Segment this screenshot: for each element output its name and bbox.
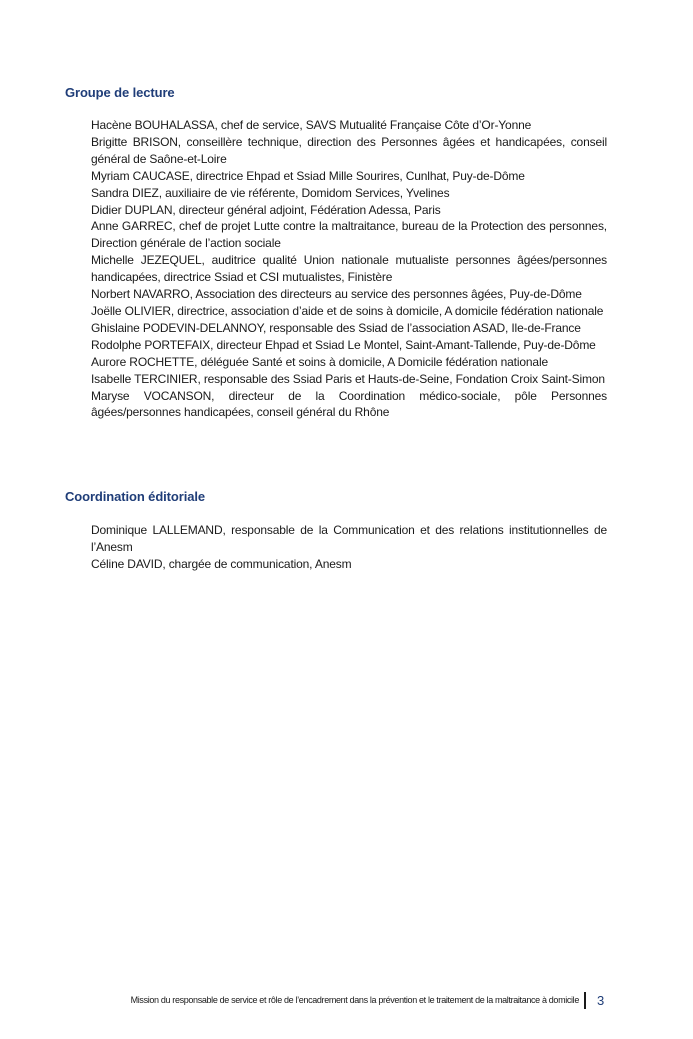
list-item: Michelle JEZEQUEL, auditrice qualité Union nationale mutualiste personnes âgées/personnes handicapées, directrice Ssiad et CSI mutualistes, Finistère bbox=[91, 253, 607, 285]
list-item: Isabelle TERCINIER, responsable des Ssiad Paris et Hauts-de-Seine, Fondation Croix Saint-Simon bbox=[91, 371, 605, 386]
section-title-groupe-de-lecture: Groupe de lecture bbox=[65, 85, 175, 100]
list-item: Joëlle OLIVIER, directrice, association d’aide et de soins à domicile, A domicile fédération nationale bbox=[91, 303, 604, 318]
footer-document-title: Mission du responsable de service et rôle de l’encadrement dans la prévention et le traitement de la maltraitance à domicile bbox=[130, 995, 579, 1005]
section-title-coordination-editoriale: Coordination éditoriale bbox=[65, 489, 205, 504]
footer-divider bbox=[584, 992, 586, 1009]
list-item: Anne GARREC, chef de projet Lutte contre la maltraitance, bureau de la Protection des personnes, Direction générale de l’action sociale bbox=[91, 219, 607, 251]
reader-group-list bbox=[91, 117, 607, 421]
page-number: 3 bbox=[597, 993, 605, 1008]
list-item: Ghislaine PODEVIN-DELANNOY, responsable des Ssiad de l’association ASAD, Ile-de-France bbox=[91, 320, 581, 335]
list-item: Brigitte BRISON, conseillère technique, direction des Personnes âgées et handicapées, conseil général de Saône-et-Loire bbox=[91, 134, 607, 166]
list-item: Didier DUPLAN, directeur général adjoint, Fédération Adessa, Paris bbox=[91, 202, 441, 217]
list-item: Hacène BOUHALASSA, chef de service, SAVS Mutualité Française Côte d’Or-Yonne bbox=[91, 118, 532, 132]
list-item: Céline DAVID, chargée de communication, Anesm bbox=[91, 556, 352, 571]
list-item: Rodolphe PORTEFAIX, directeur Ehpad et Ssiad Le Montel, Saint-Amant-Tallende, Puy-de-Dôme bbox=[91, 337, 596, 352]
list-item: Aurore ROCHETTE, déléguée Santé et soins à domicile, A Domicile fédération nationale bbox=[91, 354, 548, 369]
list-item: Norbert NAVARRO, Association des directeurs au service des personnes âgées, Puy-de-Dôme bbox=[91, 287, 582, 302]
list-item: Maryse VOCANSON, directeur de la Coordination médico-sociale, pôle Personnes âgées/personnes handicapées, conseil général du Rhône bbox=[91, 388, 607, 420]
editorial-coordination-list bbox=[91, 522, 607, 573]
list-item: Sandra DIEZ, auxiliaire de vie référente, Domidom Services, Yvelines bbox=[91, 185, 450, 200]
list-item: Dominique LALLEMAND, responsable de la Communication et des relations institutionnelles de l’Anesm bbox=[91, 523, 607, 554]
page-footer bbox=[0, 992, 693, 1012]
list-item: Myriam CAUCASE, directrice Ehpad et Ssiad Mille Sourires, Cunlhat, Puy-de-Dôme bbox=[91, 168, 525, 183]
